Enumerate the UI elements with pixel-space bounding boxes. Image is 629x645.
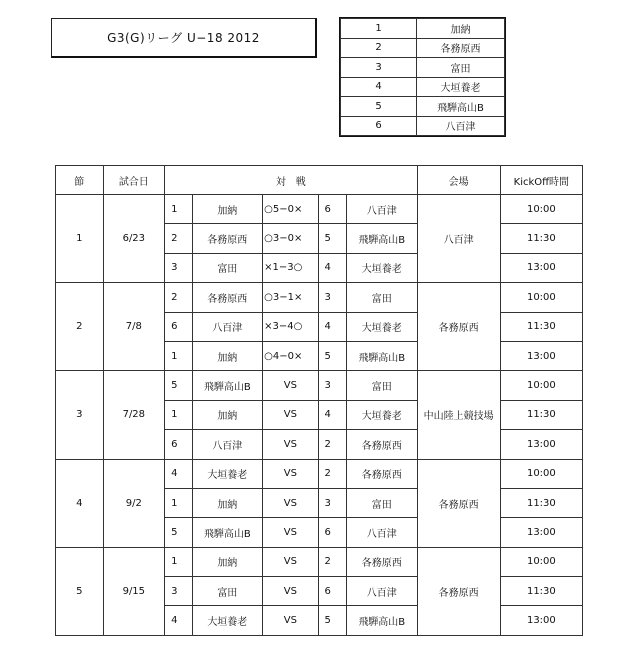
home-team: 各務原西: [192, 224, 263, 253]
away-team: 各務原西: [346, 459, 417, 488]
away-team: 八百津: [346, 518, 417, 547]
team-name: 大垣養老: [417, 77, 505, 97]
home-team-number: 1: [165, 488, 192, 517]
home-team: 富田: [192, 253, 263, 282]
away-team: 大垣養老: [346, 400, 417, 429]
home-team: 加納: [192, 195, 263, 224]
match-date: 7/28: [103, 371, 165, 459]
away-team: 飛騨高山B: [346, 341, 417, 370]
away-team-number: 2: [318, 430, 346, 459]
match-result: ×1−3○: [263, 253, 318, 282]
away-team-number: 4: [318, 400, 346, 429]
team-number: 6: [341, 116, 417, 136]
round-number: 4: [56, 459, 104, 547]
away-team-number: 3: [318, 488, 346, 517]
home-team-number: 6: [165, 430, 192, 459]
match-result: VS: [263, 488, 318, 517]
header-kickoff: KickOff時間: [500, 166, 582, 195]
schedule-header-row: [56, 166, 583, 195]
away-team-number: 3: [318, 283, 346, 312]
home-team-number: 3: [165, 577, 192, 606]
away-team: 各務原西: [346, 430, 417, 459]
team-row: [341, 58, 505, 78]
kickoff-time: 11:30: [500, 224, 582, 253]
match-row: [56, 195, 583, 224]
kickoff-time: 11:30: [500, 488, 582, 517]
header-round: 節: [56, 166, 104, 195]
team-list-table: [340, 18, 505, 136]
away-team-number: 6: [318, 518, 346, 547]
away-team: 各務原西: [346, 547, 417, 576]
team-name: 加納: [417, 19, 505, 39]
match-row: [56, 371, 583, 400]
match-result: ○3−1×: [263, 283, 318, 312]
away-team: 大垣養老: [346, 253, 417, 282]
venue: 各務原西: [417, 459, 500, 547]
kickoff-time: 13:00: [500, 341, 582, 370]
away-team-number: 6: [318, 195, 346, 224]
home-team-number: 4: [165, 459, 192, 488]
schedule-table: [55, 165, 583, 636]
header-venue: 会場: [417, 166, 500, 195]
away-team: 飛騨高山B: [346, 224, 417, 253]
home-team: 加納: [192, 400, 263, 429]
home-team: 飛騨高山B: [192, 518, 263, 547]
team-row: [341, 19, 505, 39]
away-team: 富田: [346, 488, 417, 517]
away-team: 飛騨高山B: [346, 606, 417, 635]
home-team: 大垣養老: [192, 459, 263, 488]
venue: 八百津: [417, 195, 500, 283]
match-date: 9/15: [103, 547, 165, 635]
home-team-number: 4: [165, 606, 192, 635]
kickoff-time: 13:00: [500, 430, 582, 459]
match-result: ○5−0×: [263, 195, 318, 224]
away-team-number: 3: [318, 371, 346, 400]
home-team: 加納: [192, 547, 263, 576]
venue: 各務原西: [417, 547, 500, 635]
home-team-number: 1: [165, 195, 192, 224]
team-row: [341, 97, 505, 117]
team-row: [341, 38, 505, 58]
kickoff-time: 13:00: [500, 606, 582, 635]
team-number: 4: [341, 77, 417, 97]
away-team: 八百津: [346, 577, 417, 606]
match-row: [56, 459, 583, 488]
home-team-number: 6: [165, 312, 192, 341]
round-number: 5: [56, 547, 104, 635]
home-team-number: 5: [165, 371, 192, 400]
kickoff-time: 10:00: [500, 283, 582, 312]
away-team-number: 6: [318, 577, 346, 606]
home-team-number: 2: [165, 283, 192, 312]
away-team: 富田: [346, 371, 417, 400]
home-team: 八百津: [192, 430, 263, 459]
away-team-number: 5: [318, 224, 346, 253]
match-result: ×3−4○: [263, 312, 318, 341]
away-team-number: 2: [318, 459, 346, 488]
kickoff-time: 11:30: [500, 312, 582, 341]
home-team: 飛騨高山B: [192, 371, 263, 400]
match-result: VS: [263, 518, 318, 547]
header-match: 対 戦: [165, 166, 418, 195]
away-team: 富田: [346, 283, 417, 312]
away-team-number: 5: [318, 606, 346, 635]
venue: 中山陸上競技場: [417, 371, 500, 459]
away-team-number: 2: [318, 547, 346, 576]
match-date: 7/8: [103, 283, 165, 371]
match-result: VS: [263, 400, 318, 429]
team-number: 3: [341, 58, 417, 78]
match-result: ○3−0×: [263, 224, 318, 253]
team-row: [341, 77, 505, 97]
home-team: 八百津: [192, 312, 263, 341]
team-name: 富田: [417, 58, 505, 78]
round-number: 3: [56, 371, 104, 459]
match-result: VS: [263, 606, 318, 635]
match-result: ○4−0×: [263, 341, 318, 370]
match-row: [56, 547, 583, 576]
home-team-number: 1: [165, 341, 192, 370]
round-number: 1: [56, 195, 104, 283]
kickoff-time: 13:00: [500, 518, 582, 547]
team-number: 1: [341, 19, 417, 39]
home-team: 加納: [192, 341, 263, 370]
away-team: 八百津: [346, 195, 417, 224]
kickoff-time: 10:00: [500, 459, 582, 488]
venue: 各務原西: [417, 283, 500, 371]
away-team: 大垣養老: [346, 312, 417, 341]
home-team-number: 3: [165, 253, 192, 282]
home-team-number: 1: [165, 400, 192, 429]
match-date: 9/2: [103, 459, 165, 547]
home-team-number: 1: [165, 547, 192, 576]
kickoff-time: 10:00: [500, 195, 582, 224]
home-team: 富田: [192, 577, 263, 606]
home-team: 大垣養老: [192, 606, 263, 635]
home-team: 各務原西: [192, 283, 263, 312]
kickoff-time: 11:30: [500, 400, 582, 429]
header-date: 試合日: [103, 166, 165, 195]
kickoff-time: 10:00: [500, 371, 582, 400]
match-result: VS: [263, 577, 318, 606]
match-result: VS: [263, 547, 318, 576]
home-team-number: 5: [165, 518, 192, 547]
match-result: VS: [263, 459, 318, 488]
match-result: VS: [263, 430, 318, 459]
home-team: 加納: [192, 488, 263, 517]
kickoff-time: 13:00: [500, 253, 582, 282]
match-result: VS: [263, 371, 318, 400]
round-number: 2: [56, 283, 104, 371]
kickoff-time: 10:00: [500, 547, 582, 576]
team-name: 各務原西: [417, 38, 505, 58]
away-team-number: 5: [318, 341, 346, 370]
team-number: 2: [341, 38, 417, 58]
match-date: 6/23: [103, 195, 165, 283]
team-number: 5: [341, 97, 417, 117]
match-row: [56, 283, 583, 312]
away-team-number: 4: [318, 253, 346, 282]
team-name: 八百津: [417, 116, 505, 136]
away-team-number: 4: [318, 312, 346, 341]
team-name: 飛騨高山B: [417, 97, 505, 117]
team-row: [341, 116, 505, 136]
kickoff-time: 11:30: [500, 577, 582, 606]
page-title: G3(G)リーグ U−18 2012: [51, 18, 317, 58]
home-team-number: 2: [165, 224, 192, 253]
